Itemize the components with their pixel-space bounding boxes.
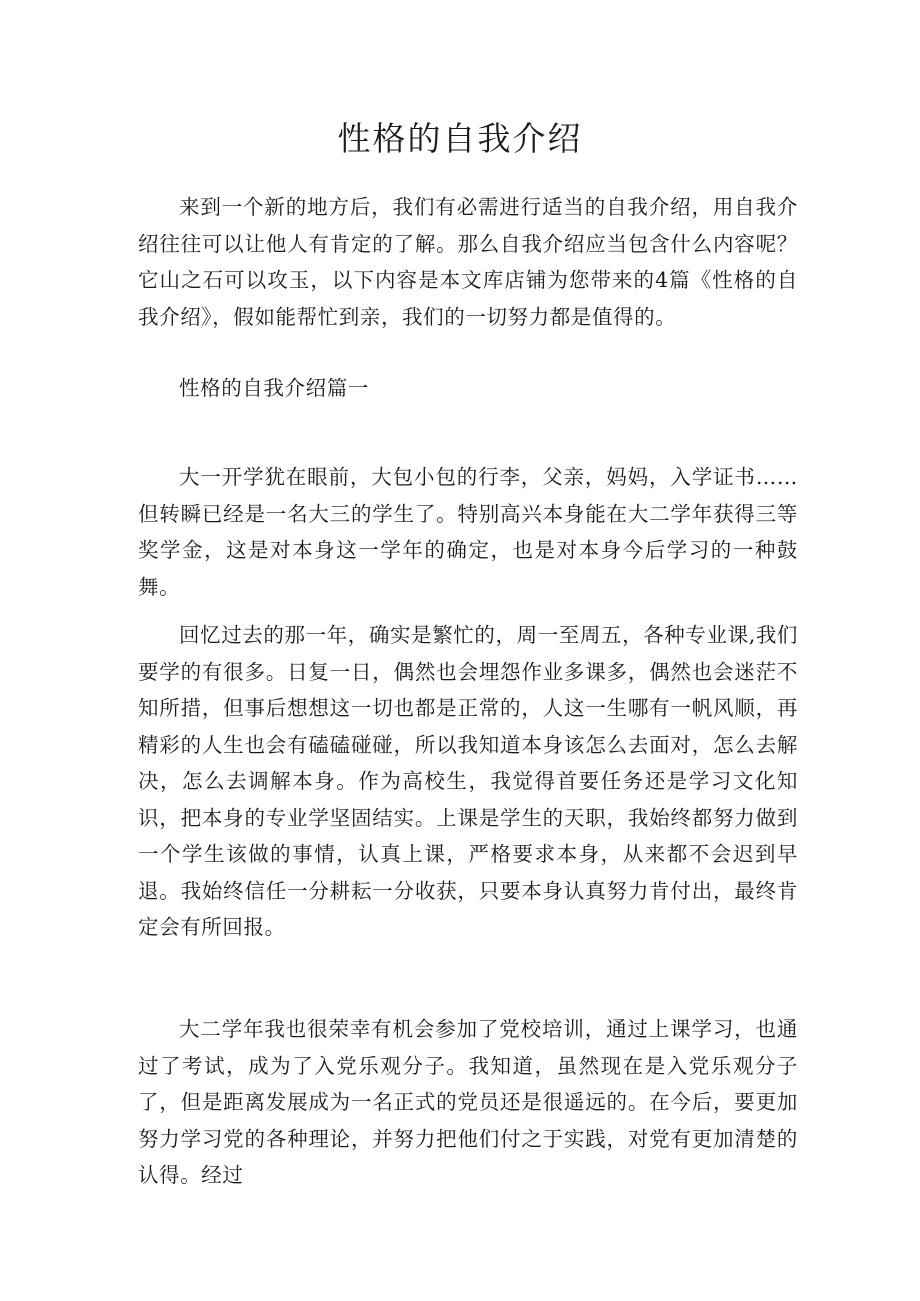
body-paragraph: 回忆过去的那一年，确实是繁忙的，周一至周五，各种专业课,我们要学的有很多。日复一日，偶然也会埋怨作业多课多，偶然也会迷茫不知所措，但事后想想这一切也都是正常的，人这一生哪有一帆风顺，再精彩的人生也会有磕磕碰碰，所以我知道本身该怎么去面对，怎么去解决，怎么去调解本身。作为高校生，我觉得首要任务还是学习文化知识，把本身的专业学坚固结实。上课是学生的天职，我始终都努力做到一个学生该做的事情，认真上课，严格要求本身，从来都不会迟到早退。我始终信任一分耕耘一分收获，只要本身认真努力肯付出，最终肯定会有所回报。	[138, 623, 799, 939]
body-paragraph: 大二学年我也很荣幸有机会参加了党校培训，通过上课学习，也通过了考试，成为了入党乐观分子。我知道，虽然现在是入党乐观分子了，但是距离发展成为一名正式的党员还是很遥远的。在今后，要更加努力学习党的各种理论，并努力把他们付之于实践，对党有更加清楚的认得。经过	[138, 1017, 798, 1187]
intro-paragraph: 来到一个新的地方后，我们有必需进行适当的自我介绍，用自我介绍往往可以让他人有肯定的了解。那么自我介绍应当包含什么内容呢？它山之石可以攻玉，以下内容是本文库店铺为您带来的4篇《性格的自我介绍》，假如能帮忙到亲，我们的一切努力都是值得的。	[138, 195, 798, 329]
body-paragraph: 大一开学犹在眼前，大包小包的行李，父亲，妈妈，入学证书……但转瞬已经是一名大三的学生了。特别高兴本身能在大二学年获得三等奖学金，这是对本身这一学年的确定，也是对本身今后学习的一种鼓舞。	[138, 465, 798, 599]
document-title: 性格的自我介绍	[337, 119, 583, 158]
section-heading: 性格的自我介绍篇一	[179, 376, 369, 400]
